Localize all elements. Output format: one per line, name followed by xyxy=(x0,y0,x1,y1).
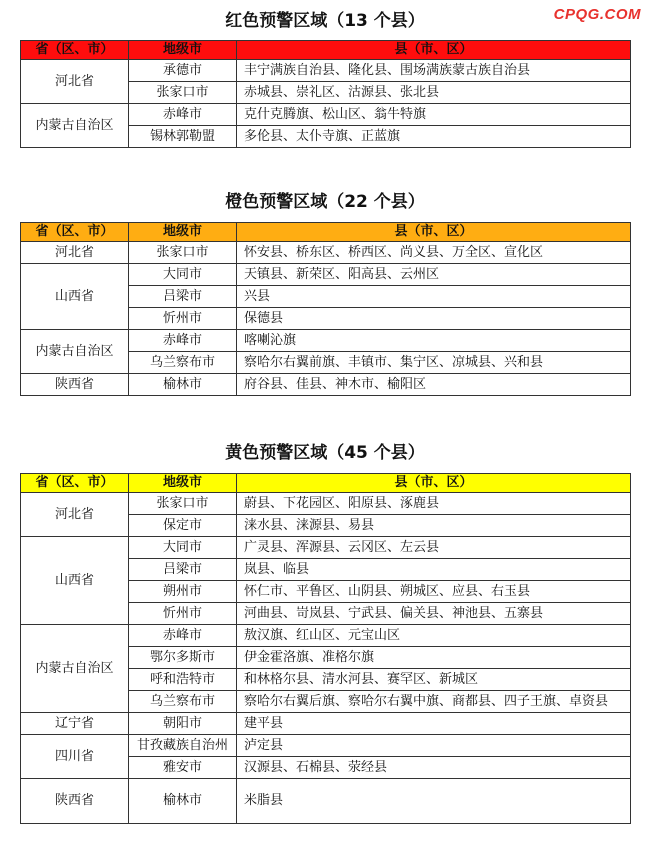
table-row xyxy=(21,779,631,824)
orange-section-title: 橙色预警区域（22 个县） xyxy=(225,192,425,212)
orange-warning-table xyxy=(20,222,631,396)
header-province: 省（区、市） xyxy=(21,41,129,60)
city-cell: 大同市 xyxy=(129,264,237,286)
county-cell: 米脂县 xyxy=(237,779,631,824)
table-row xyxy=(21,264,631,286)
city-cell: 张家口市 xyxy=(129,82,237,104)
header-county: 县（市、区） xyxy=(237,223,631,242)
city-cell: 榆林市 xyxy=(129,374,237,396)
province-cell: 山西省 xyxy=(21,537,129,625)
county-cell: 广灵县、浑源县、云冈区、左云县 xyxy=(237,537,631,559)
table-row xyxy=(21,60,631,82)
province-cell: 河北省 xyxy=(21,242,129,264)
city-cell: 大同市 xyxy=(129,537,237,559)
city-cell: 吕梁市 xyxy=(129,286,237,308)
table-header-row xyxy=(21,474,631,493)
province-cell: 辽宁省 xyxy=(21,713,129,735)
city-cell: 张家口市 xyxy=(129,493,237,515)
city-cell: 承德市 xyxy=(129,60,237,82)
province-cell: 内蒙古自治区 xyxy=(21,104,129,148)
table-row xyxy=(21,493,631,515)
province-cell: 河北省 xyxy=(21,60,129,104)
table-row xyxy=(21,242,631,264)
county-cell: 天镇县、新荣区、阳高县、云州区 xyxy=(237,264,631,286)
city-cell: 甘孜藏族自治州 xyxy=(129,735,237,757)
county-cell: 丰宁满族自治县、隆化县、围场满族蒙古族自治县 xyxy=(237,60,631,82)
city-cell: 忻州市 xyxy=(129,603,237,625)
county-cell: 怀安县、桥东区、桥西区、尚义县、万全区、宣化区 xyxy=(237,242,631,264)
county-cell: 赤城县、崇礼区、沽源县、张北县 xyxy=(237,82,631,104)
yellow-warning-table xyxy=(20,473,631,824)
city-cell: 乌兰察布市 xyxy=(129,691,237,713)
county-cell: 克什克腾旗、松山区、翁牛特旗 xyxy=(237,104,631,126)
table-row xyxy=(21,537,631,559)
table-row xyxy=(21,713,631,735)
city-cell: 呼和浩特市 xyxy=(129,669,237,691)
county-cell: 察哈尔右翼前旗、丰镇市、集宁区、凉城县、兴和县 xyxy=(237,352,631,374)
header-city: 地级市 xyxy=(129,223,237,242)
county-cell: 敖汉旗、红山区、元宝山区 xyxy=(237,625,631,647)
city-cell: 鄂尔多斯市 xyxy=(129,647,237,669)
city-cell: 朔州市 xyxy=(129,581,237,603)
county-cell: 岚县、临县 xyxy=(237,559,631,581)
city-cell: 张家口市 xyxy=(129,242,237,264)
province-cell: 内蒙古自治区 xyxy=(21,625,129,713)
county-cell: 汉源县、石棉县、荥经县 xyxy=(237,757,631,779)
province-cell: 陕西省 xyxy=(21,374,129,396)
header-county: 县（市、区） xyxy=(237,41,631,60)
county-cell: 兴县 xyxy=(237,286,631,308)
province-cell: 内蒙古自治区 xyxy=(21,330,129,374)
header-county: 县（市、区） xyxy=(237,474,631,493)
county-cell: 喀喇沁旗 xyxy=(237,330,631,352)
city-cell: 赤峰市 xyxy=(129,625,237,647)
table-row xyxy=(21,104,631,126)
header-city: 地级市 xyxy=(129,474,237,493)
site-watermark: CPQG.COM xyxy=(553,6,641,23)
city-cell: 朝阳市 xyxy=(129,713,237,735)
province-cell: 四川省 xyxy=(21,735,129,779)
county-cell: 多伦县、太仆寺旗、正蓝旗 xyxy=(237,126,631,148)
province-cell: 陕西省 xyxy=(21,779,129,824)
province-cell: 山西省 xyxy=(21,264,129,330)
county-cell: 河曲县、岢岚县、宁武县、偏关县、神池县、五寨县 xyxy=(237,603,631,625)
city-cell: 榆林市 xyxy=(129,779,237,824)
county-cell: 和林格尔县、清水河县、赛罕区、新城区 xyxy=(237,669,631,691)
city-cell: 赤峰市 xyxy=(129,104,237,126)
county-cell: 保德县 xyxy=(237,308,631,330)
city-cell: 锡林郭勒盟 xyxy=(129,126,237,148)
red-section-title: 红色预警区域（13 个县） xyxy=(225,11,425,31)
header-province: 省（区、市） xyxy=(21,474,129,493)
county-cell: 察哈尔右翼后旗、察哈尔右翼中旗、商都县、四子王旗、卓资县 xyxy=(237,691,631,713)
yellow-section-title: 黄色预警区域（45 个县） xyxy=(225,443,425,463)
province-cell: 河北省 xyxy=(21,493,129,537)
county-cell: 蔚县、下花园区、阳原县、涿鹿县 xyxy=(237,493,631,515)
city-cell: 吕梁市 xyxy=(129,559,237,581)
county-cell: 泸定县 xyxy=(237,735,631,757)
table-row xyxy=(21,374,631,396)
city-cell: 乌兰察布市 xyxy=(129,352,237,374)
county-cell: 府谷县、佳县、神木市、榆阳区 xyxy=(237,374,631,396)
red-warning-table xyxy=(20,40,631,148)
county-cell: 伊金霍洛旗、准格尔旗 xyxy=(237,647,631,669)
county-cell: 涞水县、涞源县、易县 xyxy=(237,515,631,537)
table-header-row xyxy=(21,41,631,60)
header-city: 地级市 xyxy=(129,41,237,60)
city-cell: 忻州市 xyxy=(129,308,237,330)
city-cell: 保定市 xyxy=(129,515,237,537)
county-cell: 怀仁市、平鲁区、山阴县、朔城区、应县、右玉县 xyxy=(237,581,631,603)
city-cell: 雅安市 xyxy=(129,757,237,779)
table-header-row xyxy=(21,223,631,242)
table-row xyxy=(21,735,631,757)
table-row xyxy=(21,625,631,647)
header-province: 省（区、市） xyxy=(21,223,129,242)
table-row xyxy=(21,330,631,352)
county-cell: 建平县 xyxy=(237,713,631,735)
city-cell: 赤峰市 xyxy=(129,330,237,352)
